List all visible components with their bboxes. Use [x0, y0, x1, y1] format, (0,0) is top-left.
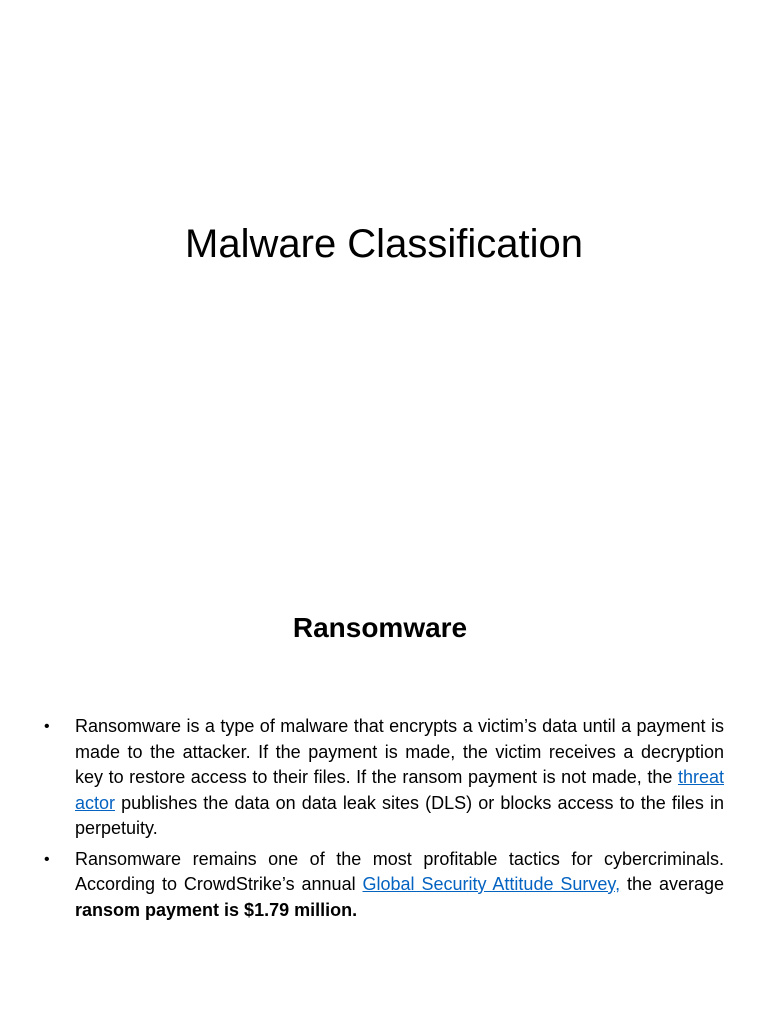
bullet-text: Ransomware is a type of malware that encrypts a victim’s data until a payment is made to the attacker. If the payment is made, the victim receives a decryption key to restore access to their files. If the ransom payment is not made, the — [75, 716, 724, 787]
section-heading: Ransomware — [292, 612, 468, 643]
slide-title: Malware Classification — [185, 222, 583, 266]
bullet-list — [40, 714, 724, 928]
bullet-item-ransomware-profit — [40, 847, 724, 924]
threat-actor-link[interactable]: threat actor — [75, 767, 724, 813]
global-security-attitude-survey-link[interactable]: Global Security Attitude Survey, — [362, 874, 621, 894]
bullet-text: the average — [620, 874, 724, 894]
ransom-payment-highlight: ransom payment is $1.79 million. — [75, 899, 358, 920]
bullet-item-ransomware-definition — [40, 714, 724, 842]
bullet-icon: • — [44, 718, 50, 735]
bullet-text: publishes the data on data leak sites (DLS) or blocks access to the files in perpetuity. — [75, 792, 724, 838]
bullet-icon: • — [44, 850, 50, 868]
bullet-text: Ransomware remains one of the most profitable tactics for cybercriminals. According to CrowdStrike’s annual — [75, 848, 724, 894]
